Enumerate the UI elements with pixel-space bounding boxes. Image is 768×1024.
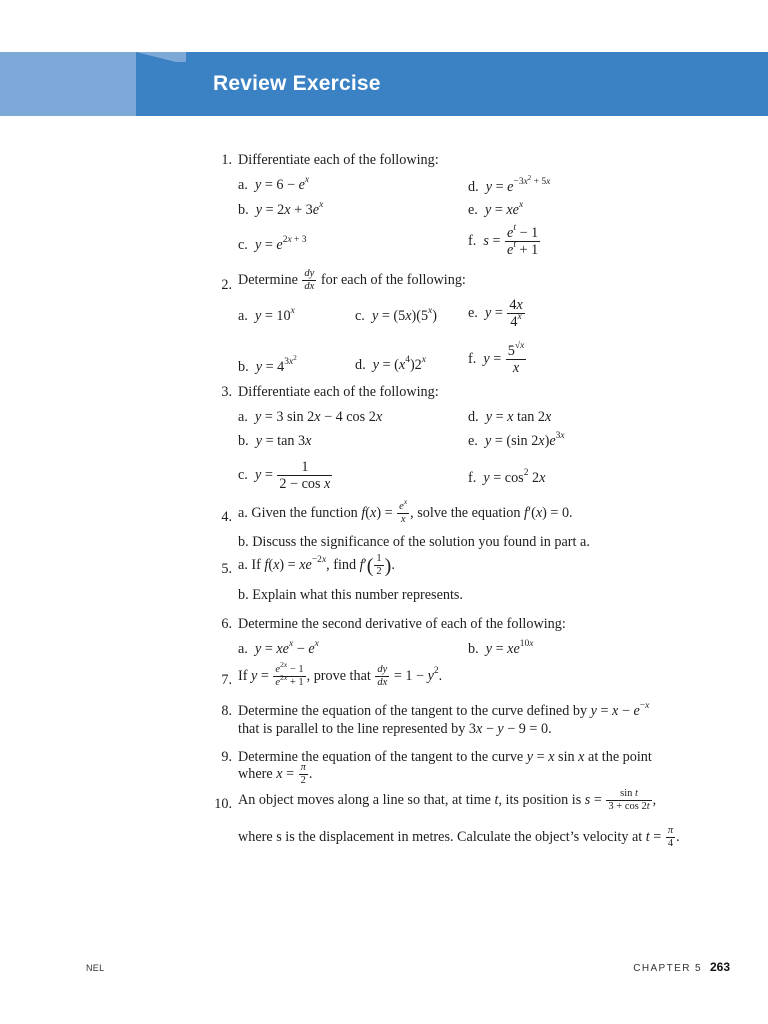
q3-part-c: c. y = $\frac{1}{\text{2 − cos x}}$ — [238, 459, 331, 493]
page-footer — [633, 960, 730, 974]
q2-part-c: c. $y = (5x)(5^x)$ — [355, 306, 437, 324]
question-7-text: If y = $\frac{e^{2x} - 1}{e^{2x} + 1}$ , prove that $\frac{dy}{dx}$ = $1 - y^2$. — [238, 660, 443, 689]
question-number: 3. — [221, 384, 232, 400]
question-5b-text: b. Explain what this number represents. — [238, 587, 463, 603]
page-title: Review Exercise — [213, 72, 381, 95]
q3-part-e: e. y = (sin $2x)e^{3x}$ — [468, 431, 565, 449]
question-3-text: Differentiate each of the following: — [238, 384, 439, 400]
q6-part-b: b. $y = xe^{10x}$ — [468, 639, 534, 657]
question-6-text: Determine the second derivative of each of the following: — [238, 616, 566, 632]
q2-part-e: e. y = $\frac{4x}{4^x}$ — [468, 297, 523, 331]
q2-part-f: f. y = $\frac{5^{√x}}{x}$ — [468, 341, 525, 377]
q3-part-d: d. y = x tan 2x — [468, 409, 552, 425]
page-number: 263 — [709, 960, 730, 974]
q3-part-b: b. y = tan 3x — [238, 433, 312, 449]
question-number: 4. — [221, 509, 232, 525]
publisher-mark: NEL — [86, 963, 105, 973]
question-4a-text: a. Given the function f(x) = $\frac{e^x}{x}$ , solve the equation f′(x) = 0. — [238, 497, 573, 526]
question-10-line-2: where s is the displacement in metres. Calculate the object’s velocity at t = $\frac{\pi}{4}$ . — [238, 825, 680, 850]
question-number: 10. — [214, 796, 232, 812]
question-number: 5. — [221, 561, 232, 577]
question-8-line-1: Determine the equation of the tangent to the curve defined by $y = x - e^{-x}$ — [238, 701, 650, 719]
question-number: 1. — [221, 152, 232, 168]
q1-part-d: d. $y = e^{-3x^2 + 5x}$ — [468, 174, 551, 195]
q1-part-a: a. $y = 6 - e^x$ — [238, 175, 310, 193]
q3-part-a: a. y = 3 sin 2x − 4 cos 2x — [238, 409, 383, 425]
q1-part-c: c. $y = e^{2x + 3}$ — [238, 235, 307, 253]
question-4b-text: b. Discuss the significance of the solution you found in part a. — [238, 534, 590, 550]
q2-part-a: a. $y = 10^x$ — [238, 306, 295, 324]
question-number: 2. — [221, 277, 232, 293]
question-5a-text: a. If $f(x) = xe^{-2x}$, find f′( $\frac{1}{2}$ ). — [238, 553, 395, 578]
q6-part-a: a. $y = xe^x - e^x$ — [238, 639, 319, 657]
question-9-line-1: Determine the equation of the tangent to the curve y = x sin x at the point — [238, 749, 652, 765]
question-number: 9. — [221, 749, 232, 765]
question-8-line-2: that is parallel to the line represented by 3x − y − 9 = 0. — [238, 721, 552, 737]
question-9-line-2: where x = $\frac{\pi}{2}$ . — [238, 762, 313, 787]
q1-part-e: e. $y = xe^x$ — [468, 200, 524, 218]
question-10-line-1: An object moves along a line so that, at time t, its position is s = $\frac{\text{sin t}}{3 + \cos 2t}$ , — [238, 788, 657, 813]
question-number: 8. — [221, 703, 232, 719]
q1-part-b: b. $y = 2x + 3e^x$ — [238, 200, 324, 218]
question-1-text: Differentiate each of the following: — [238, 152, 439, 168]
chapter-label: CHAPTER 5 — [633, 963, 702, 974]
question-2-text: Determine $\frac{dy}{dx}$ for each of the following: — [238, 268, 466, 293]
question-number: 7. — [221, 672, 232, 688]
q2-part-b: b. $y = 4^{3x^2}$ — [238, 354, 297, 375]
question-number: 6. — [221, 616, 232, 632]
q1-part-f: f. s = $\frac{e^t - 1}{e^t + 1}$ — [468, 223, 539, 259]
q3-part-f: f. $y = \cos^2 2x$ — [468, 468, 546, 486]
q2-part-d: d. $y = (x^4)2^x$ — [355, 355, 426, 373]
